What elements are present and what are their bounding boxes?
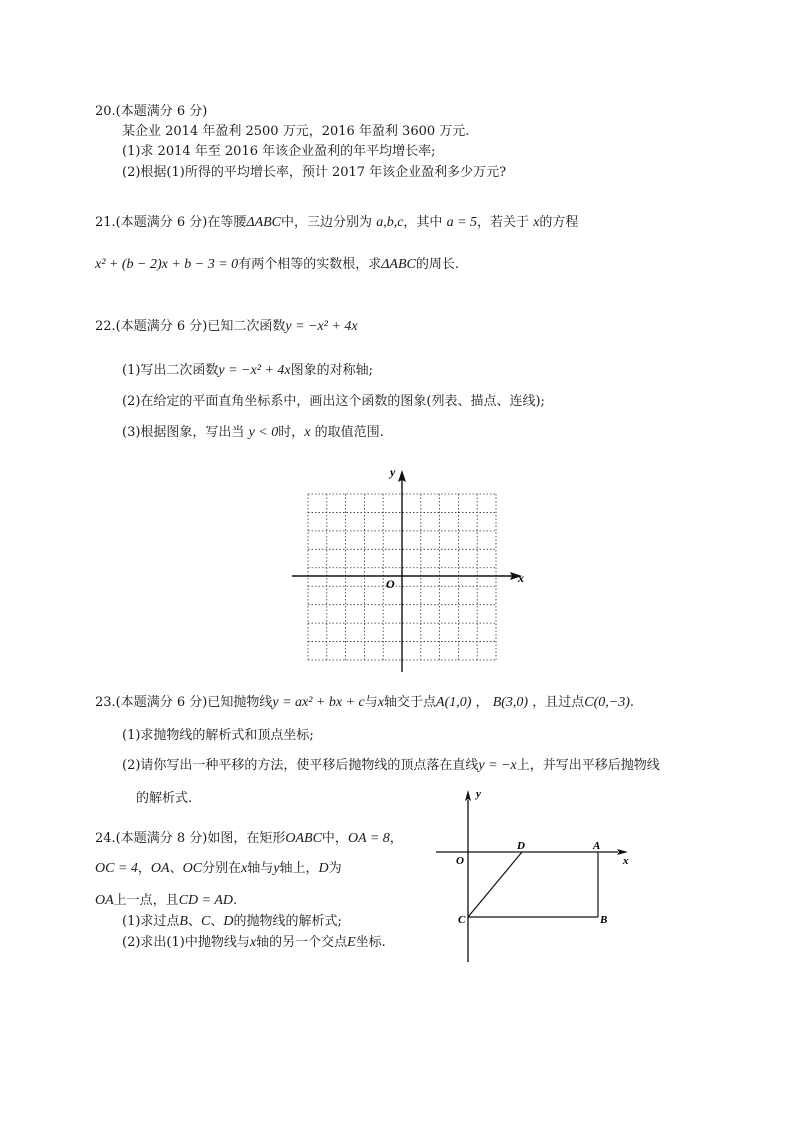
q22-text: 22.(本题满分 6 分)已知二次函数 xyxy=(95,319,286,334)
q24-text: 上一点，且 xyxy=(113,893,179,908)
fig-y-axis-arrow xyxy=(465,790,471,801)
q20-part2: (2)根据(1)所得的平均增长率，预计 2017 年该企业盈利多少万元? xyxy=(122,165,507,180)
q21-equation: x² + (b − 2)x + b − 3 = 0 xyxy=(95,257,239,272)
q23-text: . xyxy=(629,695,634,710)
q23-text: ， xyxy=(475,695,489,710)
q21-text: 的周长. xyxy=(415,257,460,272)
q24-text: 的抛物线的解析式; xyxy=(233,914,342,929)
q24-text: 、 xyxy=(187,914,201,929)
q21-math: ΔABC xyxy=(246,215,282,230)
q23-math: y = ax² + bx + c xyxy=(272,695,365,710)
q23-text: 与 xyxy=(364,695,378,710)
q22-text: 的取值范围. xyxy=(314,425,384,440)
q24-text: 轴上， xyxy=(279,861,319,876)
point-c-label: C xyxy=(458,914,466,926)
q24-math: OC xyxy=(182,861,203,876)
fig-x-label: x xyxy=(623,855,629,867)
q22-text: 时， xyxy=(278,425,305,440)
x-axis-label: x xyxy=(518,571,524,585)
q22-function: y = −x² + 4x xyxy=(218,363,291,378)
q24-math: B xyxy=(179,914,188,929)
segment-cd xyxy=(468,852,522,917)
q24-math: E xyxy=(347,935,356,950)
q24-text: (1)求过点 xyxy=(122,914,180,929)
q24-text: 轴与 xyxy=(247,861,274,876)
q21-math: a = 5 xyxy=(446,215,478,230)
q24-math: CD = AD xyxy=(178,893,233,908)
q21-text: ，若关于 xyxy=(477,215,530,230)
q23-math: x xyxy=(377,695,384,710)
q24-text: ， xyxy=(389,831,403,846)
q20-heading: 20.(本题满分 6 分) xyxy=(95,104,208,119)
point-d-label: D xyxy=(517,840,525,852)
q23-point-b: B(3,0) xyxy=(492,695,529,710)
q24-math: C xyxy=(201,914,211,929)
y-axis-label: y xyxy=(390,465,396,479)
q24-text: 轴的另一个交点 xyxy=(256,935,348,950)
q22-function: y = −x² + 4x xyxy=(285,319,358,334)
point-b-label: B xyxy=(600,914,608,926)
q21-text: 中，三边分别为 xyxy=(281,215,373,230)
q23-text: 上，并写出平移后抛物线 xyxy=(516,758,660,773)
q20-part1: (1)求 2014 年至 2016 年该企业盈利的年平均增长率; xyxy=(122,144,436,159)
q24-text: 、 xyxy=(169,861,183,876)
q24-text: 分别在 xyxy=(202,861,242,876)
q24-math: x xyxy=(249,935,257,950)
q23-point-a: A(1,0) xyxy=(436,695,472,710)
q24-text: . xyxy=(233,893,238,908)
q22-math: x xyxy=(304,425,311,440)
q24-math: OABC xyxy=(285,831,322,846)
q24-math: y xyxy=(273,861,280,876)
q21-text: ，其中 xyxy=(403,215,443,230)
q24-text: 坐标. xyxy=(355,935,386,950)
q23-part1: (1)求抛物线的解析式和顶点坐标; xyxy=(122,728,314,743)
q24-text: 、 xyxy=(210,914,224,929)
q24-text: 24.(本题满分 8 分)如图，在矩形 xyxy=(95,831,286,846)
q22-text: (1)写出二次函数 xyxy=(122,363,219,378)
q24-math: OC = 4 xyxy=(95,861,138,876)
q20-body: 某企业 2014 年盈利 2500 万元，2016 年盈利 3600 万元. xyxy=(122,124,470,139)
q21-math: a,b,c xyxy=(376,215,404,230)
q22-math: y < 0 xyxy=(248,425,279,440)
q24-text: (2)求出(1)中抛物线与 xyxy=(122,935,250,950)
q23-text: 23.(本题满分 6 分)已知抛物线 xyxy=(95,695,273,710)
q23-math: y = −x xyxy=(478,758,517,773)
q21-text: 有两个相等的实数根，求 xyxy=(238,257,382,272)
q23-text: (2)请你写出一种平移的方法，使平移后抛物线的顶点落在直线 xyxy=(122,758,479,773)
fig-y-label: y xyxy=(476,788,481,800)
q22-part2: (2)在给定的平面直角坐标系中，画出这个函数的图象(列表、描点、连线); xyxy=(122,394,545,409)
q21-text: 的方程 xyxy=(539,215,579,230)
q24-math: D xyxy=(223,914,234,929)
q24-math: x xyxy=(241,861,248,876)
q23-point-c: C(0,−3) xyxy=(584,695,630,710)
point-a-label: A xyxy=(593,840,601,852)
q24-math: OA = 8 xyxy=(347,831,390,846)
q23-text: ，且过点 xyxy=(532,695,585,710)
q24-math: D xyxy=(318,861,329,876)
point-o-label: O xyxy=(456,855,464,867)
q24-text: 为 xyxy=(328,861,342,876)
q23-text: 轴交于点 xyxy=(384,695,437,710)
q21-math: x xyxy=(533,215,540,230)
q24-math: OA xyxy=(95,893,114,908)
q23-part2-cont: 的解析式. xyxy=(136,791,193,806)
q24-math: OA xyxy=(150,861,170,876)
q22-text: 图象的对称轴; xyxy=(290,363,373,378)
q24-text: ， xyxy=(137,861,151,876)
origin-label: O xyxy=(386,577,395,591)
q24-text: 中， xyxy=(321,831,348,846)
q22-text: (3)根据图象，写出当 xyxy=(122,425,245,440)
q21-math: ΔABC xyxy=(381,257,416,272)
q21-text: 21.(本题满分 6 分)在等腰 xyxy=(95,215,247,230)
